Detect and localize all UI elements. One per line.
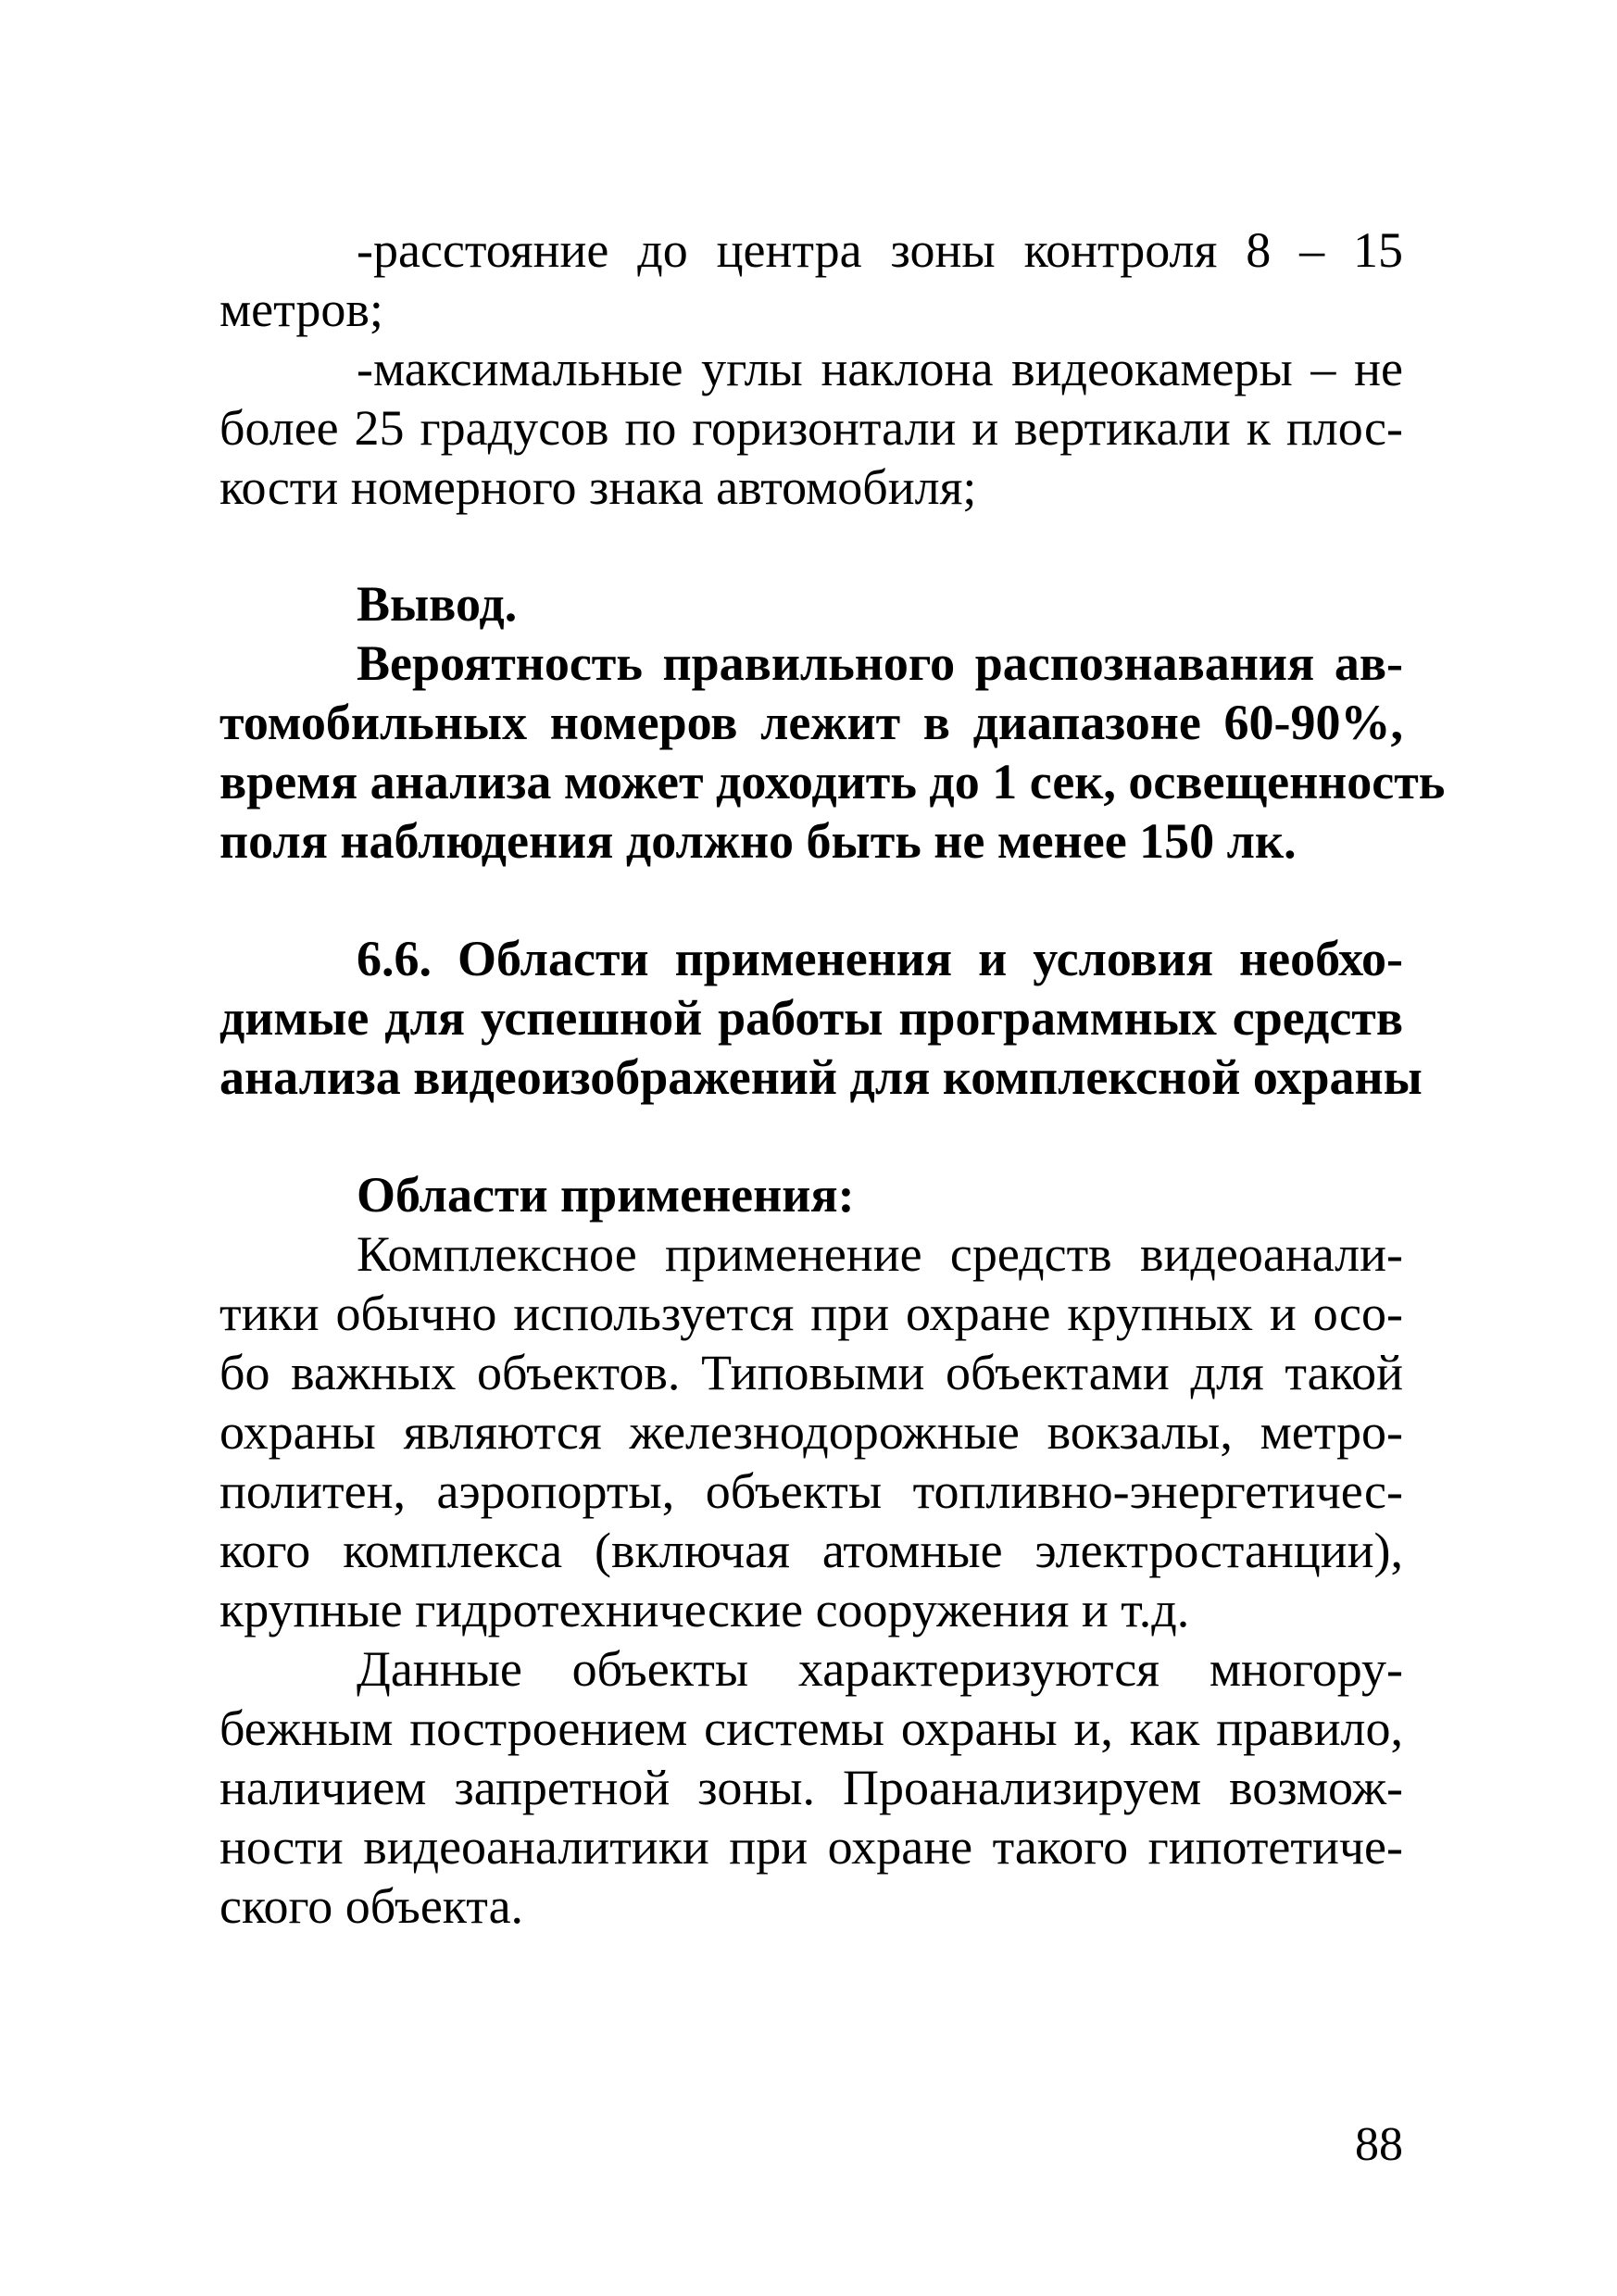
conclusion-line: томобильных номеров лежит в диапазоне 60-90%, <box>219 695 1403 750</box>
paragraph-1 <box>219 1224 1403 1639</box>
conclusion-line: Вероятность правильного распознавания ав- <box>357 635 1403 691</box>
conclusion-line: время анализа может доходить до 1 сек, освещенность <box>219 754 1446 809</box>
subheading: Области применения: <box>357 1167 855 1223</box>
conclusion-line: поля наблюдения должно быть не менее 150 лк. <box>219 813 1297 869</box>
paragraph-line: ности видеоаналитики при охране такого гипотетиче- <box>219 1819 1403 1875</box>
paragraph-line: бо важных объектов. Типовыми объектами для такой <box>219 1345 1403 1400</box>
paragraph-line: крупные гидротехнические сооружения и т.д. <box>219 1582 1190 1637</box>
subheading-block <box>219 1165 1403 1224</box>
paragraph-line: политен, аэропорты, объекты топливно-энергетичес- <box>219 1463 1403 1519</box>
list-item-line: метров; <box>219 282 383 337</box>
paragraph-line: кого комплекса (включая атомные электростанции), <box>219 1523 1403 1578</box>
paragraph-line: наличием запретной зоны. Проанализируем возмож- <box>219 1760 1403 1815</box>
paragraph-line: Данные объекты характеризуются многору- <box>357 1641 1403 1697</box>
section-heading <box>219 929 1423 1107</box>
requirements-list <box>219 220 1403 517</box>
list-item-line: более 25 градусов по горизонтали и вертикали к плос- <box>219 400 1403 456</box>
page-number: 88 <box>1355 2118 1403 2171</box>
paragraph-line: бежным построением системы охраны и, как правило, <box>219 1700 1403 1756</box>
list-item-line: -максимальные углы наклона видеокамеры – не <box>357 341 1403 396</box>
conclusion-block <box>219 574 1446 871</box>
list-item-line: кости номерного знака автомобиля; <box>219 459 977 515</box>
paragraph-2 <box>219 1639 1403 1936</box>
paragraph-line: Комплексное применение средств видеоанали- <box>357 1226 1403 1282</box>
section-heading-line: 6.6. Области применения и условия необхо- <box>357 931 1403 986</box>
conclusion-title: Вывод. <box>357 576 518 632</box>
list-item-line: -расстояние до центра зоны контроля 8 – 15 <box>357 222 1403 278</box>
section-heading-line: димые для успешной работы программных средств <box>219 990 1403 1046</box>
paragraph-line: охраны являются железнодорожные вокзалы, метро- <box>219 1404 1403 1460</box>
paragraph-line: ского объекта. <box>219 1878 524 1934</box>
paragraph-line: тики обычно используется при охране крупных и осо- <box>219 1286 1403 1341</box>
section-heading-line: анализа видеоизображений для комплексной охраны <box>219 1049 1423 1105</box>
